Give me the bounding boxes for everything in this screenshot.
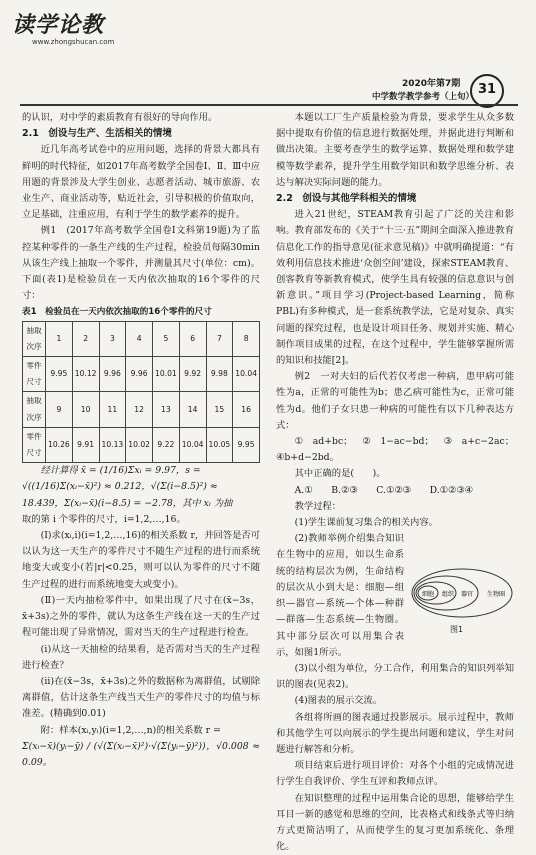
question: (ⅱ)在(x̄−3s，x̄+3s)之外的数据称为离群值，试剔除离群值，估计这条生产线当天生产的零件尺寸的均值与标准差。(精确到0.01)	[22, 675, 260, 720]
table-cell: 14	[179, 392, 206, 427]
paragraph: 本题以工厂生产质量检验为背景，要求学生从众多数据中提取有价值的信息进行数据处理，并据此进行判断和做出决策。主要考查学生的数学运算、数据处理和数学建模等数学素养，提升学生用数学知识和数学思维分析、表达与解决实际问题的能力。	[276, 112, 514, 188]
paragraph: 教学过程：	[294, 500, 342, 512]
table-row	[23, 392, 260, 427]
figure-nested-sets	[410, 566, 514, 620]
paragraph: 其中正确的是( )。	[294, 468, 386, 480]
formula-line: √((1/16)Σ(xᵢ−x̄)²) ≈ 0.212，√(Σ(i−8.5)²) ≈	[22, 481, 218, 493]
question: (Ⅰ)求(xᵢ,i)(i=1,2,…,16)的相关系数 r，并回答是否可以认为这一天生产的零件尺寸不随生产过程的进行而系统地变大或变小(若|r|<0.25，则可以认为零件的尺寸不随生产过程的进行而系统地变大或变小)。	[22, 530, 260, 590]
table-cell: 抽取次序	[23, 321, 46, 356]
table-cell: 12	[126, 392, 153, 427]
table-cell: 零件尺寸	[23, 427, 46, 462]
table-row	[23, 427, 260, 462]
table-cell: 9	[46, 392, 73, 427]
table-cell: 1	[46, 321, 73, 356]
question: (ⅰ)从这一天抽检的结果看，是否需对当天的生产过程进行检查？	[22, 643, 260, 671]
table-cell: 15	[206, 392, 233, 427]
formula-line: 经计算得 x̄ = (1/16)Σxᵢ = 9.97，s =	[40, 465, 201, 477]
table-cell: 16	[233, 392, 260, 427]
table-cell: 11	[99, 392, 126, 427]
issue-label: 2020年第7期	[402, 79, 461, 89]
table-cell: 9.22	[153, 427, 180, 462]
table-cell: 5	[153, 321, 180, 356]
table-cell: 10.04	[179, 427, 206, 462]
example-2: 例2 一对夫妇的后代若仅考虑一种病，患甲病可能性为a，正常的可能性为b；患乙病可能性为c，正常可能性为d。他们子女只患一种病的可能性有以下几种表达方式：	[276, 371, 514, 431]
section-heading: 2.1 创设与生产、生活相关的情境	[22, 128, 172, 140]
journal-logo: 读学论教	[12, 12, 105, 38]
fig-label: 器官	[460, 591, 474, 598]
table-cell: 13	[153, 392, 180, 427]
page-header	[0, 0, 536, 102]
fig-label: 细胞	[421, 591, 435, 598]
table-caption: 表1 检验员在一天内依次抽取的16个零件的尺寸	[22, 307, 212, 318]
formula-line: 取的第 i 个零件的尺寸，i=1,2,…,16。	[22, 513, 186, 525]
paragraph: (2)教师举例介绍集合知识在生物中的应用，如以生命系统的结构层次为例，生命结构的层次从小到大是：细胞—组织—器官—系统—个体—种群—群落—生态系统—生物圈。其中部分层次可以用集合表示，如图1所示。	[276, 533, 404, 658]
figure-caption: 图1	[450, 625, 464, 634]
table-cell: 9.96	[126, 357, 153, 392]
journal-name: 中学数学教学参考（上旬）	[372, 92, 475, 102]
paragraph: 的认识，对中学的素质教育有很好的导向作用。	[22, 112, 218, 123]
fig-label: 生物圈	[486, 591, 506, 598]
page-number: 31	[470, 74, 504, 108]
paragraph: 在知识整理的过程中运用集合论的思想，能够给学生耳目一新的感觉和思维的空间，比表格式和线条式等归纳方式更简洁明了，从而使学生的复习更加系统化、条理化。	[276, 792, 514, 853]
paragraph: 各组将所画的图表通过投影展示。展示过程中，教师和其他学生可以向展示的学生提出问题和建议，学生对问题进行解答和分析。	[276, 711, 514, 755]
formula-line: 18.439，Σ(xᵢ−x̄)(i−8.5) = −2.78，其中 xᵢ 为抽	[22, 497, 233, 509]
formula-line: Σ(xᵢ−x̄)(yᵢ−ȳ) / (√(Σ(xᵢ−x̄)²)·√(Σ(yᵢ−ȳ)²))，√0.008 ≈ 0.09。	[22, 740, 260, 768]
table-cell: 3	[99, 321, 126, 356]
paragraph: 进入21世纪，STEAM教育引起了广泛的关注和影响。教育部发布的《关于“十三·五”期间全面深入推进教育信息化工作的指导意见(征求意见稿)》中就明确提道：“有效利用信息技术推进‘众创空间’建设，探索STEAM教育、创客教育等新教育模式，使学生具有较强的信息意识与创新意识。”项目学习(Project-based Learning，简称PBL)有多种模式，是一套系统教学法，它是对复杂、真实问题的探究过程，也是设计项目任务、规划并实施、精心制作项目成果的过程，在这个过程中，学生能够掌握所需的知识和技能[2]。	[276, 209, 514, 367]
table-cell: 2	[72, 321, 99, 356]
table-cell: 10.13	[99, 427, 126, 462]
fig-label: 组织	[441, 591, 455, 598]
section-heading: 2.2 创设与其他学科相关的情境	[276, 193, 417, 205]
right-column	[276, 110, 514, 855]
table-cell: 9.98	[206, 357, 233, 392]
table-cell: 4	[126, 321, 153, 356]
paragraph: ①ad+bc；②1−ac−bd；③a+c−2ac；④b+d−2bd。	[276, 436, 514, 464]
table-cell: 10.12	[72, 357, 99, 392]
appendix-note: 附：样本(xᵢ,yᵢ)(i=1,2,…,n)的相关系数 r =	[40, 724, 221, 736]
logo-url: www.zhongshucan.com	[32, 38, 115, 46]
table-cell: 10.05	[206, 427, 233, 462]
table-cell: 10.26	[46, 427, 73, 462]
answer-options: A.① B.②③ C.①②③ D.①②③④	[294, 484, 473, 496]
header-rule	[20, 104, 518, 106]
table-cell: 10	[72, 392, 99, 427]
table-cell: 9.96	[99, 357, 126, 392]
table-cell: 9.92	[179, 357, 206, 392]
example-1: 例1 (2017年高考数学全国卷Ⅰ文科第19题)为了监控某种零件的一条生产线的生产过程，检验员每隔30min从该生产线上抽取一个零件，并测量其尺寸(单位：cm)。下面(表1)是检验员在一天内依次抽取的16个零件的尺寸：	[22, 225, 260, 302]
table-cell: 9.95	[233, 427, 260, 462]
table-row	[23, 321, 260, 356]
table-cell: 9.95	[46, 357, 73, 392]
paragraph: 近几年高考试卷中的应用问题，选择的背景大都具有鲜明的时代特征，如2017年高考数学全国卷Ⅰ、Ⅱ、Ⅲ中应用题的背景涉及大学生创业、志愿者活动、城市旅游、农业生产、商业活动等，贴近社会，引导积极的价值取向，立足基础，注重应用，有利于学生的数学素养的提升。	[22, 144, 260, 221]
table-cell: 8	[233, 321, 260, 356]
table-row	[23, 357, 260, 392]
table-cell: 6	[179, 321, 206, 356]
paragraph: (1)学生课前复习集合的相关内容。	[294, 517, 438, 529]
paragraph: 项目结束后进行项目评价：对各个小组的完成情况进行学生自我评价、学生互评和教师点评。	[276, 760, 514, 788]
paragraph: (4)图表的展示交流。	[294, 695, 383, 707]
table-cell: 抽取次序	[23, 392, 46, 427]
table-cell: 9.91	[72, 427, 99, 462]
left-column	[22, 110, 260, 771]
question: (Ⅱ)一天内抽检零件中，如果出现了尺寸在(x̄−3s，x̄+3s)之外的零件，就认为这条生产线在这一天的生产过程可能出现了异常情况，需对当天的生产过程进行检查。	[22, 594, 260, 639]
table-cell: 10.01	[153, 357, 180, 392]
table-cell: 7	[206, 321, 233, 356]
table-cell: 零件尺寸	[23, 357, 46, 392]
paragraph: (3)以小组为单位，分工合作，利用集合的知识列举知识的图表(见表2)。	[276, 662, 514, 691]
table-cell: 10.02	[126, 427, 153, 462]
data-table	[22, 321, 260, 464]
table-cell: 10.04	[233, 357, 260, 392]
